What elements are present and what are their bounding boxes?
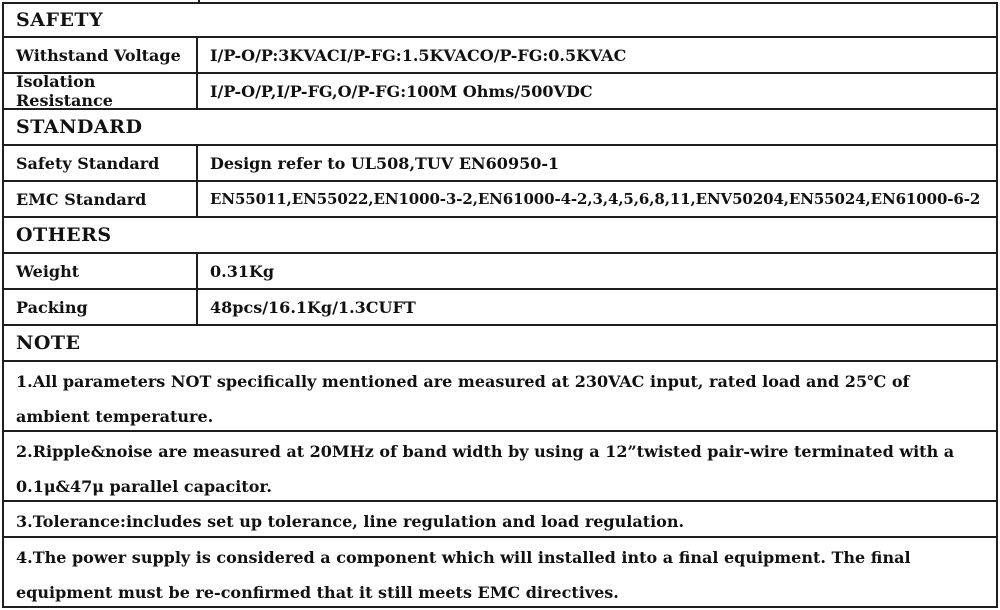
value-packing: 48pcs/16.1Kg/1.3CUFT xyxy=(196,288,998,326)
label-weight: Weight xyxy=(2,252,198,290)
section-header-safety: SAFETY xyxy=(2,2,998,38)
note-item-4: 4.The power supply is considered a component which will installed into a final equipment. The final equipment must be re-confirmed that it still meets EMC directives. xyxy=(2,536,998,608)
value-weight: 0.31Kg xyxy=(196,252,998,290)
note-item-1: 1.All parameters NOT specifically mentioned are measured at 230VAC input, rated load and 25℃ of ambient temperature. xyxy=(2,360,998,432)
value-isolation-resistance: I/P-O/P,I/P-FG,O/P-FG:100M Ohms/500VDC xyxy=(196,72,998,110)
label-isolation-resistance: Isolation Resistance xyxy=(2,72,198,110)
value-safety-standard: Design refer to UL508,TUV EN60950-1 xyxy=(196,144,998,182)
section-header-note: NOTE xyxy=(2,324,998,362)
section-header-others: OTHERS xyxy=(2,216,998,254)
label-packing: Packing xyxy=(2,288,198,326)
label-safety-standard: Safety Standard xyxy=(2,144,198,182)
note-item-2: 2.Ripple&noise are measured at 20MHz of band width by using a 12”twisted pair-wire terminated with a 0.1μ&47μ parallel capacitor. xyxy=(2,430,998,502)
label-withstand-voltage: Withstand Voltage xyxy=(2,36,198,74)
note-item-3: 3.Tolerance:includes set up tolerance, line regulation and load regulation. xyxy=(2,500,998,538)
value-withstand-voltage: I/P-O/P:3KVACI/P-FG:1.5KVACO/P-FG:0.5KVAC xyxy=(196,36,998,74)
label-emc-standard: EMC Standard xyxy=(2,180,198,218)
section-header-standard: STANDARD xyxy=(2,108,998,146)
value-emc-standard: EN55011,EN55022,EN1000-3-2,EN61000-4-2,3,4,5,6,8,11,ENV50204,EN55024,EN61000-6-2 xyxy=(196,180,998,218)
